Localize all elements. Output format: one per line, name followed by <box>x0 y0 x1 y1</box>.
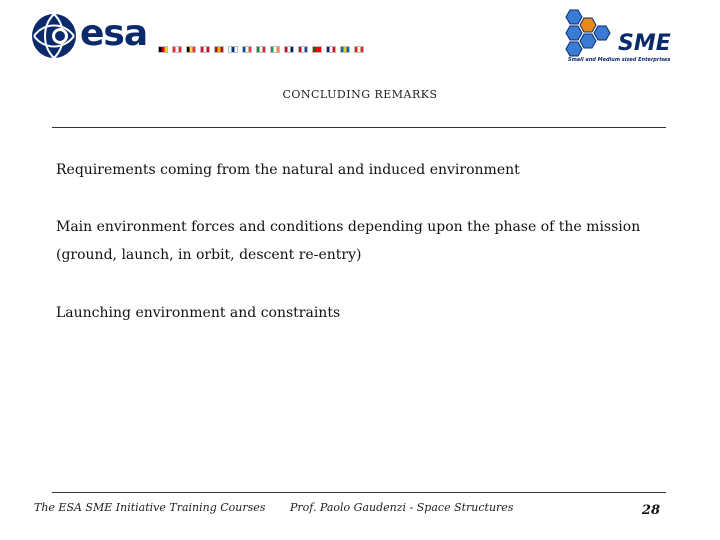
esa-globe-icon <box>30 12 78 60</box>
bullet-item: Requirements coming from the natural and induced environment <box>56 162 520 178</box>
esa-logo <box>30 12 160 56</box>
member-state-flags <box>158 46 364 53</box>
flag-icon <box>186 46 196 53</box>
bullet-item: Launching environment and constraints <box>56 305 341 321</box>
flag-icon <box>340 46 350 53</box>
flag-icon <box>172 46 182 53</box>
footer-author: Prof. Paolo Gaudenzi - Space Structures <box>290 501 514 514</box>
flag-icon <box>298 46 308 53</box>
flag-icon <box>284 46 294 53</box>
flag-icon <box>326 46 336 53</box>
bullet-item: Main environment forces and conditions depending upon the phase of the mission (ground, launch, in orbit, descent re-entry) <box>56 219 641 263</box>
flag-icon <box>312 46 322 53</box>
flag-icon <box>200 46 210 53</box>
sme-wordmark: SME <box>618 31 671 56</box>
esa-wordmark: esa <box>80 13 148 54</box>
sme-logo <box>558 6 690 68</box>
slide-title: CONCLUDING REMARKS <box>282 88 438 101</box>
flag-icon <box>256 46 266 53</box>
flag-icon <box>228 46 238 53</box>
title-divider <box>52 127 666 128</box>
flag-icon <box>158 46 168 53</box>
page-number: 28 <box>641 503 660 518</box>
flag-icon <box>214 46 224 53</box>
sme-tagline: Small and Medium sized Enterprises <box>568 57 671 63</box>
flag-icon <box>242 46 252 53</box>
sme-hexagon-icon <box>558 6 618 58</box>
footer-course-name: The ESA SME Initiative Training Courses <box>34 501 266 514</box>
flag-icon <box>270 46 280 53</box>
flag-icon <box>354 46 364 53</box>
footer-divider <box>52 492 666 493</box>
